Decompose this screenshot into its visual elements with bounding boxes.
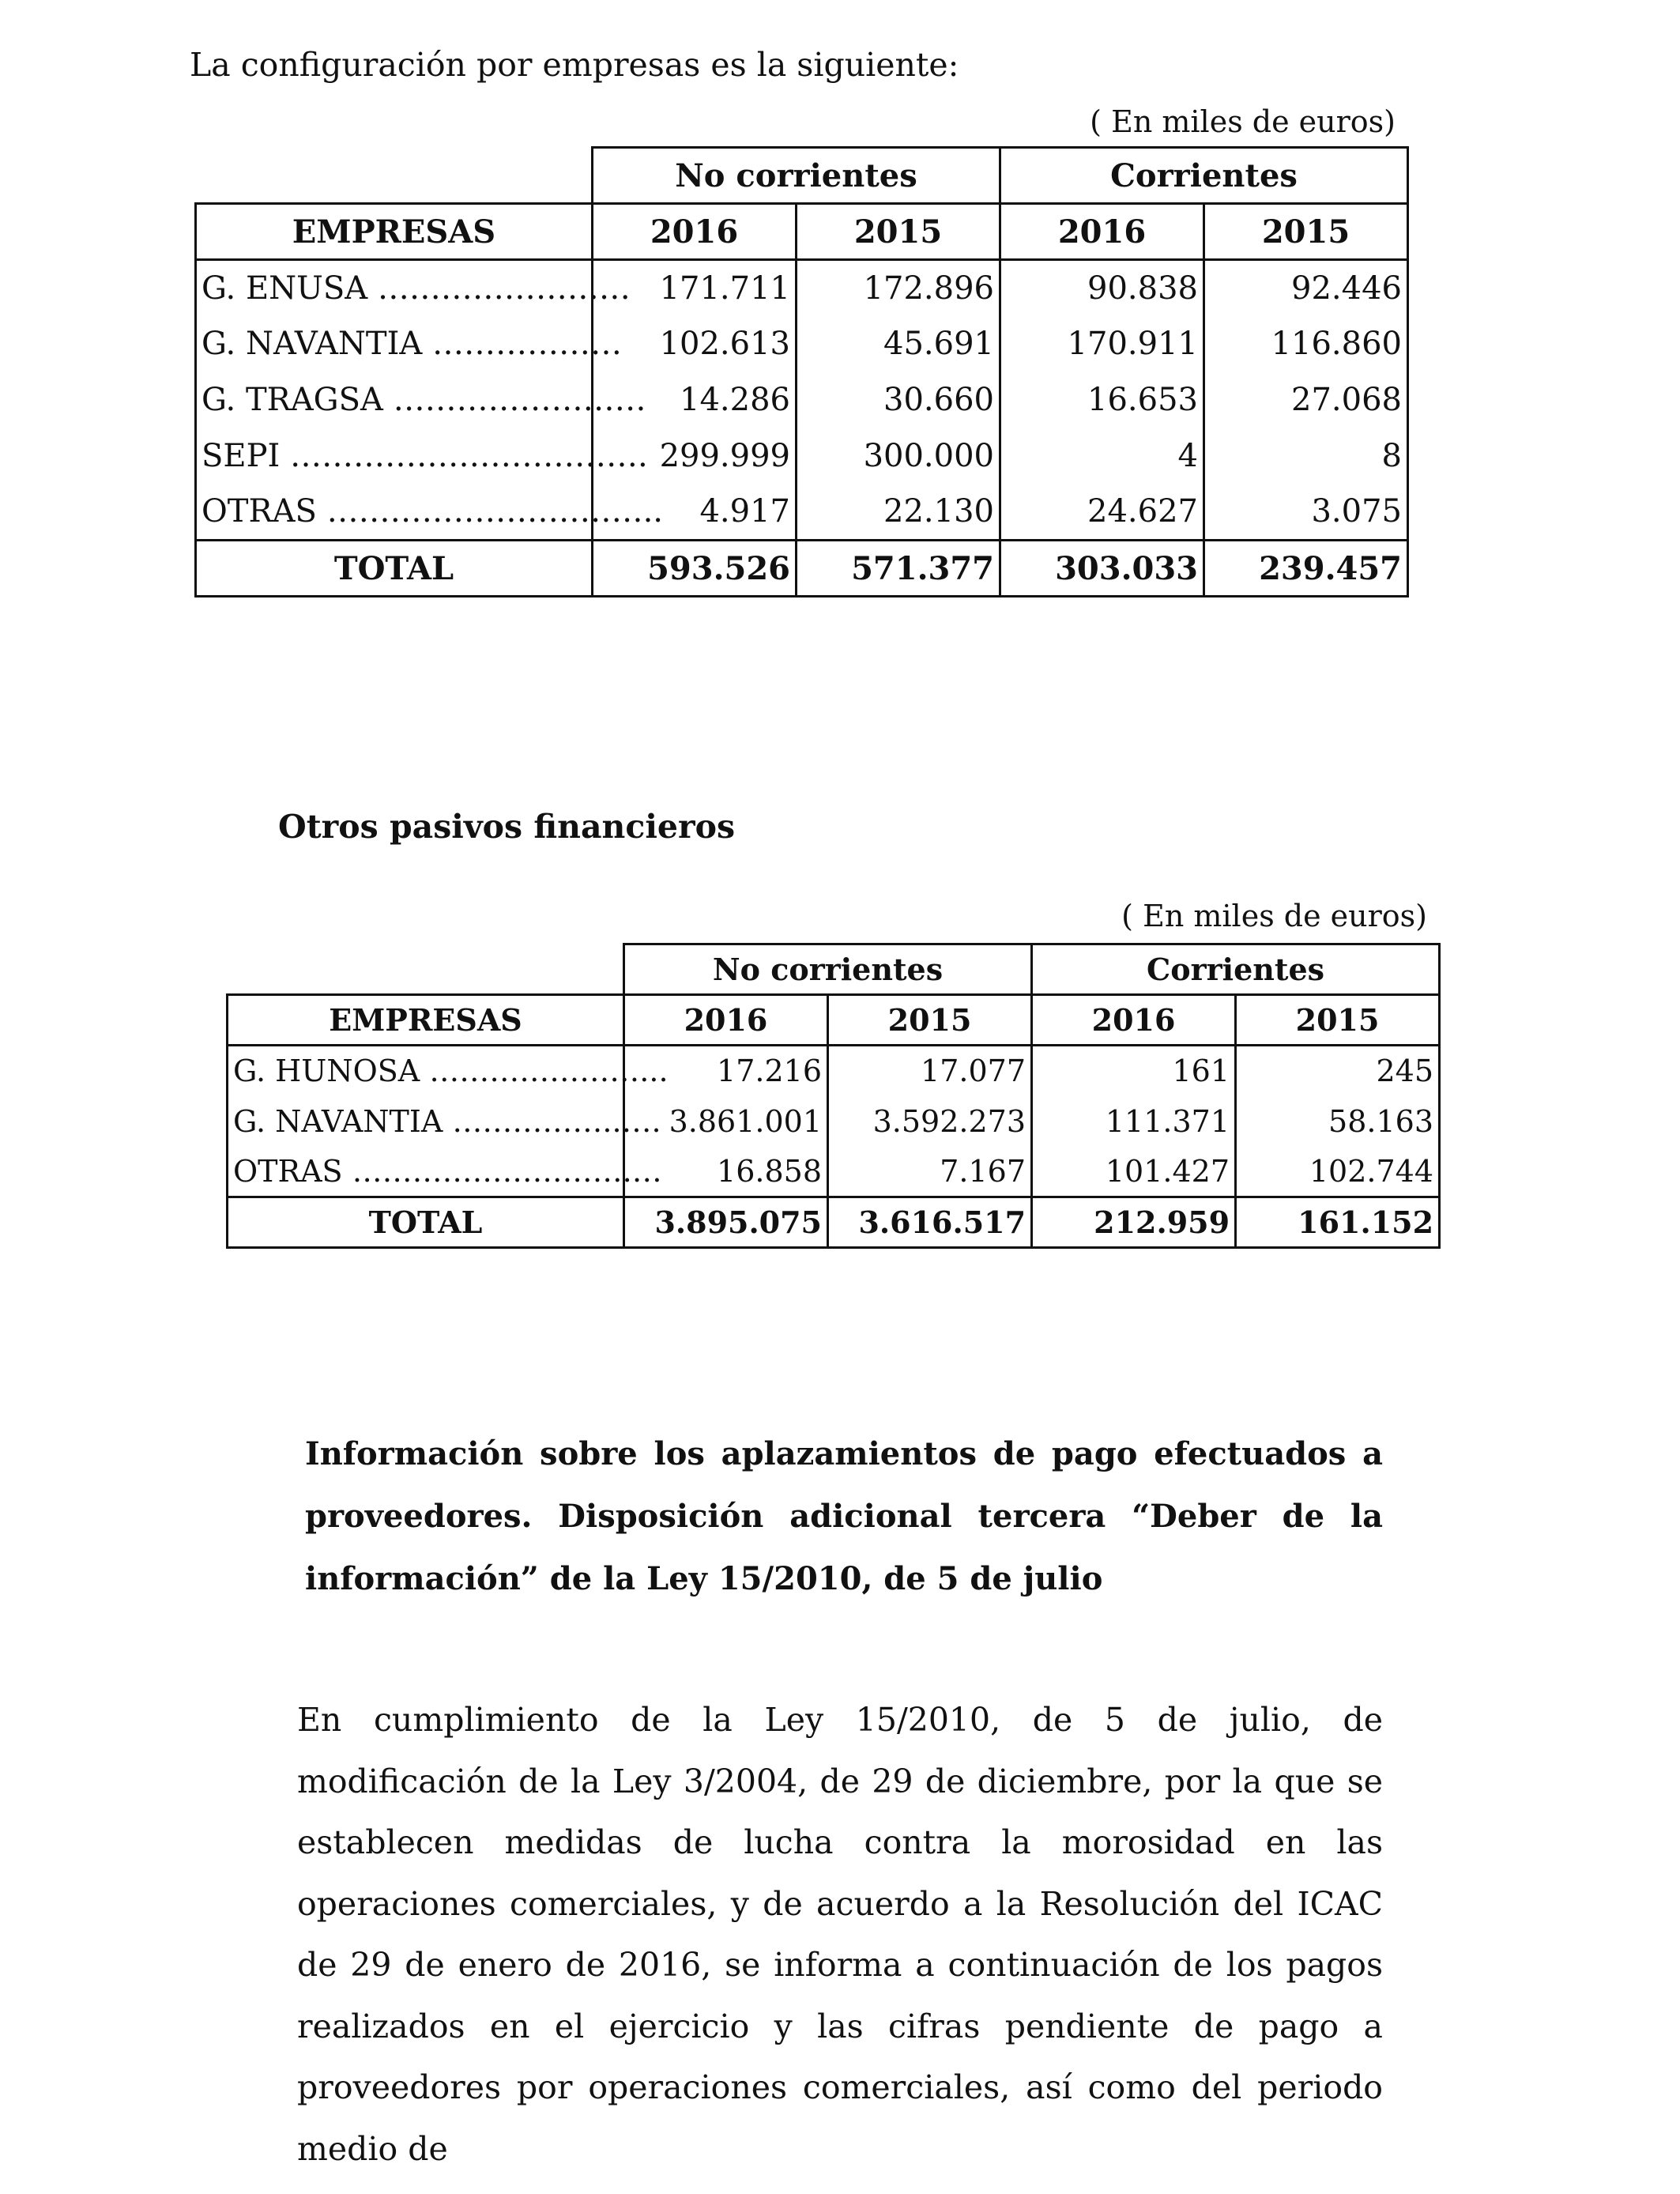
value-cell: 161	[1032, 1046, 1236, 1096]
value-cell: 7.167	[828, 1147, 1032, 1197]
total-row	[196, 541, 1408, 597]
value-cell: 14.286	[593, 372, 797, 428]
company-name: OTRAS …………………………..	[196, 484, 593, 541]
company-name: G. NAVANTIA ……………..….	[228, 1096, 624, 1147]
company-name: OTRAS ……………………….…	[228, 1147, 624, 1197]
group-header-row	[196, 148, 1408, 204]
total-value: 571.377	[797, 541, 1000, 597]
table-row	[196, 260, 1408, 316]
value-cell: 3.861.001	[624, 1096, 828, 1147]
company-name: SEPI …………………………….	[196, 428, 593, 484]
value-cell: 101.427	[1032, 1147, 1236, 1197]
table-row	[196, 316, 1408, 372]
value-cell: 58.163	[1236, 1096, 1440, 1147]
group-header-current: Corrientes	[1032, 944, 1440, 995]
companies-table	[194, 146, 1409, 598]
total-row	[228, 1197, 1440, 1248]
company-name: G. HUNOSA …………………...	[228, 1046, 624, 1096]
group-header-row	[228, 944, 1440, 995]
total-label: TOTAL	[228, 1197, 624, 1248]
value-cell: 92.446	[1204, 260, 1408, 316]
value-cell: 116.860	[1204, 316, 1408, 372]
table-row	[228, 1147, 1440, 1197]
value-cell: 300.000	[797, 428, 1000, 484]
value-cell: 17.077	[828, 1046, 1032, 1096]
total-value: 161.152	[1236, 1197, 1440, 1248]
column-header: EMPRESAS	[196, 204, 593, 260]
table-row	[228, 1046, 1440, 1096]
column-header: 2016	[1000, 204, 1204, 260]
total-value: 303.033	[1000, 541, 1204, 597]
value-cell: 111.371	[1032, 1096, 1236, 1147]
column-header: EMPRESAS	[228, 995, 624, 1046]
table-row	[196, 372, 1408, 428]
value-cell: 27.068	[1204, 372, 1408, 428]
intro-text: La configuración por empresas es la siguiente:	[190, 46, 959, 84]
column-header-row	[228, 995, 1440, 1046]
total-value: 212.959	[1032, 1197, 1236, 1248]
value-cell: 171.711	[593, 260, 797, 316]
other-liabilities-table	[226, 943, 1441, 1249]
value-cell: 299.999	[593, 428, 797, 484]
value-cell: 90.838	[1000, 260, 1204, 316]
value-cell: 102.613	[593, 316, 797, 372]
value-cell: 170.911	[1000, 316, 1204, 372]
blank-cell	[228, 944, 624, 995]
value-cell: 245	[1236, 1046, 1440, 1096]
total-value: 3.616.517	[828, 1197, 1032, 1248]
value-cell: 172.896	[797, 260, 1000, 316]
value-cell: 45.691	[797, 316, 1000, 372]
column-header-row	[196, 204, 1408, 260]
body-paragraph: En cumplimiento de la Ley 15/2010, de 5 de julio, de modificación de la Ley 3/2004, de 29 de diciembre, por la que se establecen medidas de lucha contra la morosidad en las operaciones comerciales, y de acuerdo a la Resolución del ICAC de 29 de enero de 2016, se informa a continuación de los pagos realizados en el ejercicio y las cifras pendiente de pago a proveedores por operaciones comerciales, así como del periodo medio de	[297, 1701, 1383, 2168]
column-header: 2015	[828, 995, 1032, 1046]
group-header-non-current: No corrientes	[593, 148, 1000, 204]
units-note-table1: ( En miles de euros)	[1090, 104, 1396, 139]
value-cell: 102.744	[1236, 1147, 1440, 1197]
section-title: Otros pasivos financieros	[278, 808, 736, 846]
value-cell: 16.653	[1000, 372, 1204, 428]
column-header: 2015	[1204, 204, 1408, 260]
value-cell: 17.216	[624, 1046, 828, 1096]
column-header: 2016	[593, 204, 797, 260]
value-cell: 4	[1000, 428, 1204, 484]
table-row	[228, 1096, 1440, 1147]
section-heading: Información sobre los aplazamientos de pago efectuados a proveedores. Disposición adicional tercera “Deber de la información” de la Ley 15/2010, de 5 de julio	[305, 1435, 1383, 1597]
total-value: 593.526	[593, 541, 797, 597]
group-header-non-current: No corrientes	[624, 944, 1032, 995]
total-label: TOTAL	[196, 541, 593, 597]
value-cell: 3.075	[1204, 484, 1408, 541]
blank-cell	[196, 148, 593, 204]
column-header: 2016	[1032, 995, 1236, 1046]
group-header-current: Corrientes	[1000, 148, 1408, 204]
value-cell: 3.592.273	[828, 1096, 1032, 1147]
value-cell: 24.627	[1000, 484, 1204, 541]
company-name: G. NAVANTIA ………………	[196, 316, 593, 372]
column-header: 2015	[1236, 995, 1440, 1046]
total-value: 239.457	[1204, 541, 1408, 597]
units-note-table2: ( En miles de euros)	[1121, 899, 1427, 933]
value-cell: 16.858	[624, 1147, 828, 1197]
column-header: 2016	[624, 995, 828, 1046]
column-header: 2015	[797, 204, 1000, 260]
company-name: G. ENUSA ……………………	[196, 260, 593, 316]
table-row	[196, 428, 1408, 484]
company-name: G. TRAGSA ……………………	[196, 372, 593, 428]
total-value: 3.895.075	[624, 1197, 828, 1248]
table-row	[196, 484, 1408, 541]
value-cell: 8	[1204, 428, 1408, 484]
value-cell: 22.130	[797, 484, 1000, 541]
value-cell: 4.917	[593, 484, 797, 541]
value-cell: 30.660	[797, 372, 1000, 428]
